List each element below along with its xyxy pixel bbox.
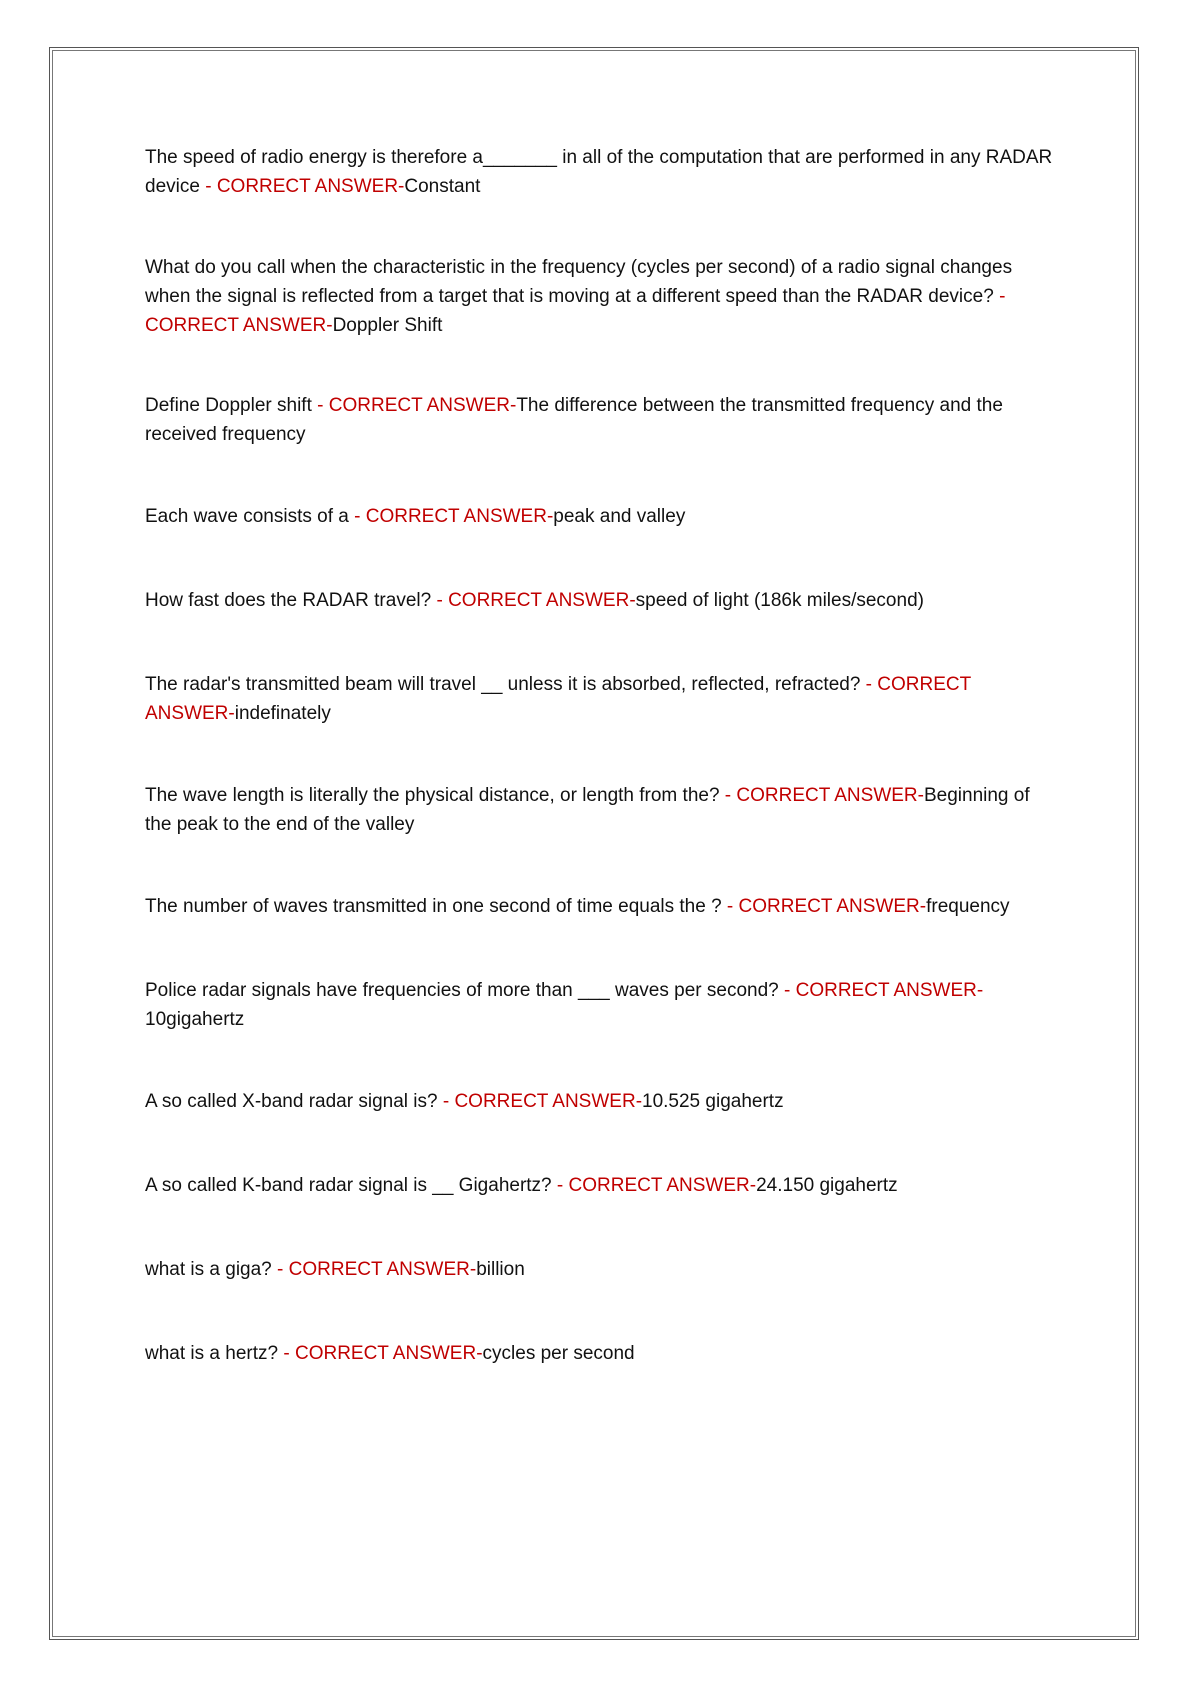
answer-text: Doppler Shift bbox=[332, 315, 443, 336]
answer-label: CORRECT ANSWER bbox=[288, 1259, 470, 1280]
qa-item-13: what is a hertz? - CORRECT ANSWER-cycles per second bbox=[145, 1343, 635, 1364]
answer-label: CORRECT ANSWER bbox=[795, 980, 977, 1001]
answer-label: CORRECT ANSWER bbox=[568, 1175, 750, 1196]
answer-text: Constant bbox=[404, 176, 481, 197]
answer-text: 10.525 gigahertz bbox=[642, 1091, 784, 1112]
answer-text: cycles per second bbox=[482, 1343, 635, 1364]
question-text: what is a giga? bbox=[145, 1259, 272, 1280]
answer-text: 24.150 gigahertz bbox=[756, 1175, 898, 1196]
qa-item-1: The speed of radio energy is therefore a_______ in all of the computation that are performed in any RADAR device - CORRECT ANSWER-Constant bbox=[145, 147, 1053, 197]
answer-label: CORRECT ANSWER bbox=[145, 315, 327, 336]
answer-label: CORRECT ANSWER bbox=[145, 674, 971, 724]
question-text: What do you call when the characteristic in the frequency (cycles per second) of a radio signal changes when the signal is reflected from a target that is moving at a different speed than the RADAR device? bbox=[145, 257, 1013, 307]
answer-text: Beginning of the peak to the end of the valley bbox=[145, 785, 1030, 835]
answer-text: 10gigahertz bbox=[145, 1009, 245, 1030]
qa-item-7: The wave length is literally the physical distance, or length from the? - CORRECT ANSWER-Beginning of the peak to the end of the valley bbox=[145, 785, 1030, 835]
qa-item-6: The radar's transmitted beam will travel __ unless it is absorbed, reflected, refracted? - CORRECT ANSWER-indefinately bbox=[145, 674, 971, 724]
question-text: The number of waves transmitted in one second of time equals the ? bbox=[145, 896, 722, 917]
question-text: Each wave consists of a bbox=[145, 506, 349, 527]
question-text: A so called X-band radar signal is? bbox=[145, 1091, 438, 1112]
answer-text: speed of light (186k miles/second) bbox=[635, 590, 924, 611]
qa-item-5: How fast does the RADAR travel? - CORRECT ANSWER-speed of light (186k miles/second) bbox=[145, 590, 924, 611]
answer-label: CORRECT ANSWER bbox=[328, 395, 510, 416]
question-text: The speed of radio energy is therefore a_______ in all of the computation that are performed in any RADAR device bbox=[145, 147, 1053, 197]
qa-item-11: A so called K-band radar signal is __ Gigahertz? - CORRECT ANSWER-24.150 gigahertz bbox=[145, 1175, 898, 1196]
answer-label: CORRECT ANSWER bbox=[448, 590, 630, 611]
qa-item-4: Each wave consists of a - CORRECT ANSWER-peak and valley bbox=[145, 506, 686, 527]
answer-text: indefinately bbox=[234, 703, 331, 724]
question-text: A so called K-band radar signal is __ Gigahertz? bbox=[145, 1175, 552, 1196]
answer-text: frequency bbox=[926, 896, 1010, 917]
answer-text: peak and valley bbox=[553, 506, 686, 527]
question-text: Police radar signals have frequencies of more than ___ waves per second? bbox=[145, 980, 779, 1001]
qa-item-12: what is a giga? - CORRECT ANSWER-billion bbox=[145, 1259, 525, 1280]
answer-label: CORRECT ANSWER bbox=[738, 896, 920, 917]
qa-item-9: Police radar signals have frequencies of more than ___ waves per second? - CORRECT ANSWER-10gigahertz bbox=[145, 980, 984, 1030]
question-text: what is a hertz? bbox=[145, 1343, 279, 1364]
answer-label: CORRECT ANSWER bbox=[294, 1343, 477, 1364]
question-text: The radar's transmitted beam will travel __ unless it is absorbed, reflected, refracted? bbox=[145, 674, 861, 695]
answer-label: CORRECT ANSWER bbox=[216, 176, 399, 197]
answer-label: CORRECT ANSWER bbox=[454, 1091, 636, 1112]
question-text: Define Doppler shift bbox=[145, 395, 312, 416]
answer-label: CORRECT ANSWER bbox=[365, 506, 547, 527]
question-text: The wave length is literally the physical distance, or length from the? bbox=[145, 785, 720, 806]
qa-item-2: What do you call when the characteristic in the frequency (cycles per second) of a radio signal changes when the signal is reflected from a target that is moving at a different speed than the RADAR device? - CORRECT ANSWER-Doppler Shift bbox=[145, 257, 1013, 336]
answer-text: billion bbox=[476, 1259, 525, 1280]
qa-item-10: A so called X-band radar signal is? - CORRECT ANSWER-10.525 gigahertz bbox=[145, 1091, 784, 1112]
answer-label: CORRECT ANSWER bbox=[736, 785, 918, 806]
qa-item-3: Define Doppler shift - CORRECT ANSWER-The difference between the transmitted frequency and the received frequency bbox=[145, 395, 1003, 445]
question-text: How fast does the RADAR travel? bbox=[145, 590, 432, 611]
qa-item-8: The number of waves transmitted in one second of time equals the ? - CORRECT ANSWER-frequency bbox=[145, 896, 1010, 917]
answer-text: The difference between the transmitted frequency and the received frequency bbox=[145, 395, 1003, 445]
